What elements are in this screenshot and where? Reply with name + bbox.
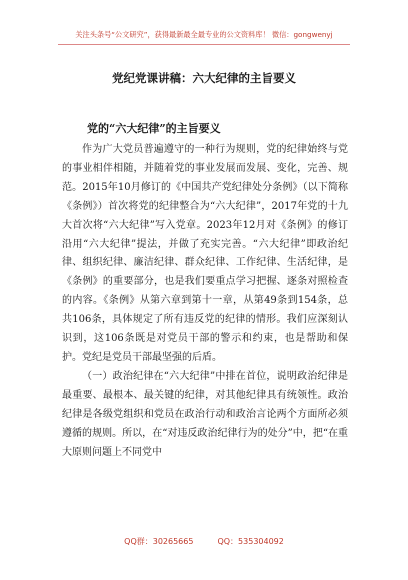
header-promo-note: 关注头条号“公文研究”，获得最新最全最专业的公文资料库！ 微信：gongwenyj	[75, 30, 333, 39]
footer-qq-group: QQ群：30265665	[124, 537, 194, 546]
document-body	[62, 141, 348, 462]
body-paragraph-2: （一）政治纪律在“六大纪律”中排在首位，说明政治纪律是最重要、最根本、最关键的纪律，对其他纪律具有统领性。政治纪律是各级党组织和党员在政治行动和政治言论两个方面所必须遵循的规则。所以，在“对违反政治纪律行为的处分”中，把“在重大原则问题上不同党中	[62, 370, 348, 458]
section-heading: 党的“六大纪律”的主旨要义	[87, 122, 221, 135]
body-paragraph-1: 作为广大党员普遍遵守的一种行为规则，党的纪律始终与党的事业相伴相随，并随着党的事业发展而发展、变化，完善、规范。2015年10月修订的《中国共产党纪律处分条例》（以下简称《条例》）首次将党的纪律整合为“六大纪律”，2017年党的十九大首次将“六大纪律”写入党章。2023年12月对《条例》的修订沿用“六大纪律”提法，并做了充实完善。“六大纪律”即政治纪律、组织纪律、廉洁纪律、群众纪律、工作纪律、生活纪律，是《条例》的重要部分，也是我们要重点学习把握、逐条对照检查的内容。《条例》从第六章到第十一章，从第49条到154条，总共106条，具体规定了所有违反党的纪律的情形。我们应深刻认识到，这106条既是对党员干部的警示和约束，也是帮助和保护。党纪是党员干部最坚强的后盾。	[62, 144, 348, 363]
footer-qq: QQ：535304092	[217, 537, 284, 546]
footer-contacts	[0, 536, 408, 547]
header-divider	[58, 44, 350, 45]
document-title: 党纪党课讲稿：六大纪律的主旨要义	[112, 71, 296, 85]
